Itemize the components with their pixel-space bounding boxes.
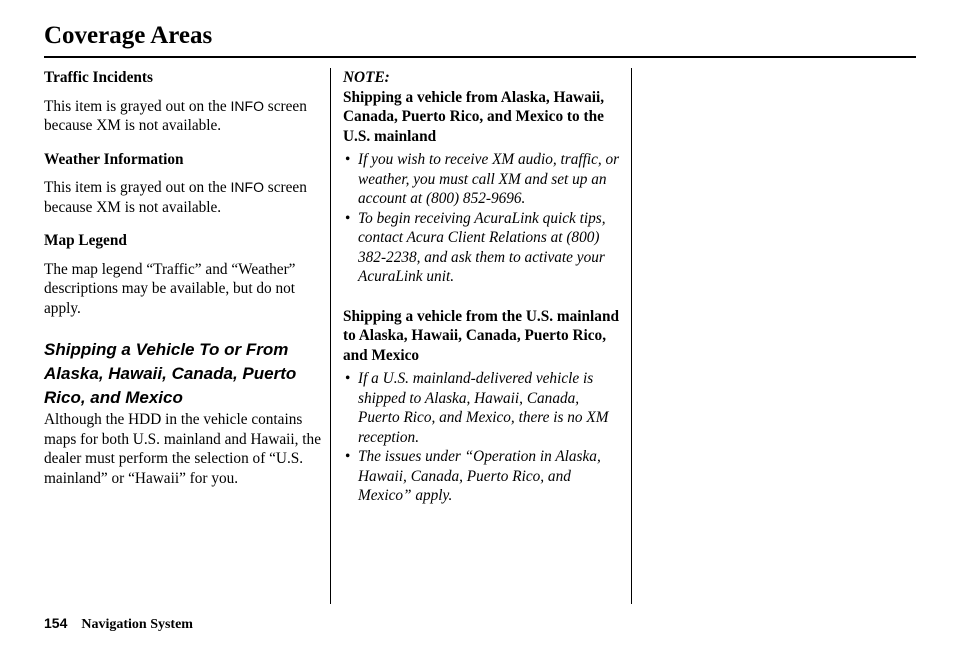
info-keyword: INFO: [230, 179, 264, 195]
weather-text-start: This item is grayed out on the: [44, 179, 231, 196]
bullet-text: To begin receiving AcuraLink quick tips, contact Acura Client Relations at (800) 382-2238, and ask them to activate your AcuraLink unit.: [358, 209, 606, 285]
page-number: 154: [44, 615, 68, 631]
traffic-text-end: screen because XM is not available.: [44, 97, 307, 134]
column-divider: [330, 68, 331, 604]
traffic-incidents-heading: Traffic Incidents: [44, 69, 153, 86]
info-keyword: INFO: [230, 97, 264, 114]
shipping-to-mainland-heading: Shipping a vehicle from Alaska, Hawaii, Canada, Puerto Rico, and Mexico to the U.S. mainland: [343, 88, 605, 145]
middle-column: [343, 68, 623, 506]
shipping-from-mainland-list: [343, 369, 623, 506]
left-column: [44, 68, 326, 488]
shipping-from-mainland-heading: Shipping a vehicle from the U.S. mainland to Alaska, Hawaii, Canada, Puerto Rico, and Mexico: [343, 307, 619, 364]
title-rule: [44, 56, 916, 58]
weather-information-text: [44, 178, 326, 217]
bullet-icon: •: [345, 448, 351, 465]
weather-text-end: screen because XM is not available.: [44, 179, 307, 216]
note-label: NOTE:: [343, 69, 390, 86]
weather-information-heading: Weather Information: [44, 150, 184, 168]
bullet-icon: •: [345, 209, 351, 227]
bullet-text: If a U.S. mainland-delivered vehicle is shipped to Alaska, Hawaii, Canada, Puerto Rico, and Mexico, there is no XM reception.: [358, 370, 609, 446]
page-footer: [44, 613, 193, 635]
bullet-icon: •: [345, 151, 351, 168]
footer-label: Navigation System: [81, 617, 193, 632]
bullet-text: The issues under “Operation in Alaska, Hawaii, Canada, Puerto Rico, and Mexico” apply.: [358, 448, 601, 504]
list-item: [343, 209, 623, 287]
page-title: Coverage Areas: [44, 22, 213, 49]
shipping-section-text: Although the HDD in the vehicle contains maps for both U.S. mainland and Hawaii, the dealer must perform the selection of “U.S. mainland” or “Hawaii” for you.: [44, 411, 321, 487]
list-item: [343, 150, 623, 209]
column-divider: [631, 68, 632, 604]
list-item: [343, 369, 623, 447]
map-legend-text: The map legend “Traffic” and “Weather” descriptions may be available, but do not apply.: [44, 260, 296, 317]
traffic-incidents-text: [44, 97, 326, 136]
shipping-to-mainland-list: [343, 150, 623, 287]
shipping-section-heading: Shipping a Vehicle To or From Alaska, Hawaii, Canada, Puerto Rico, and Mexico: [44, 340, 297, 407]
bullet-text: If you wish to receive XM audio, traffic, or weather, you must call XM and set up an account at (800) 852-9696.: [358, 151, 620, 207]
map-legend-heading: Map Legend: [44, 232, 127, 249]
bullet-icon: •: [345, 370, 351, 387]
list-item: [343, 447, 623, 506]
traffic-text-start: This item is grayed out on the: [44, 97, 231, 115]
